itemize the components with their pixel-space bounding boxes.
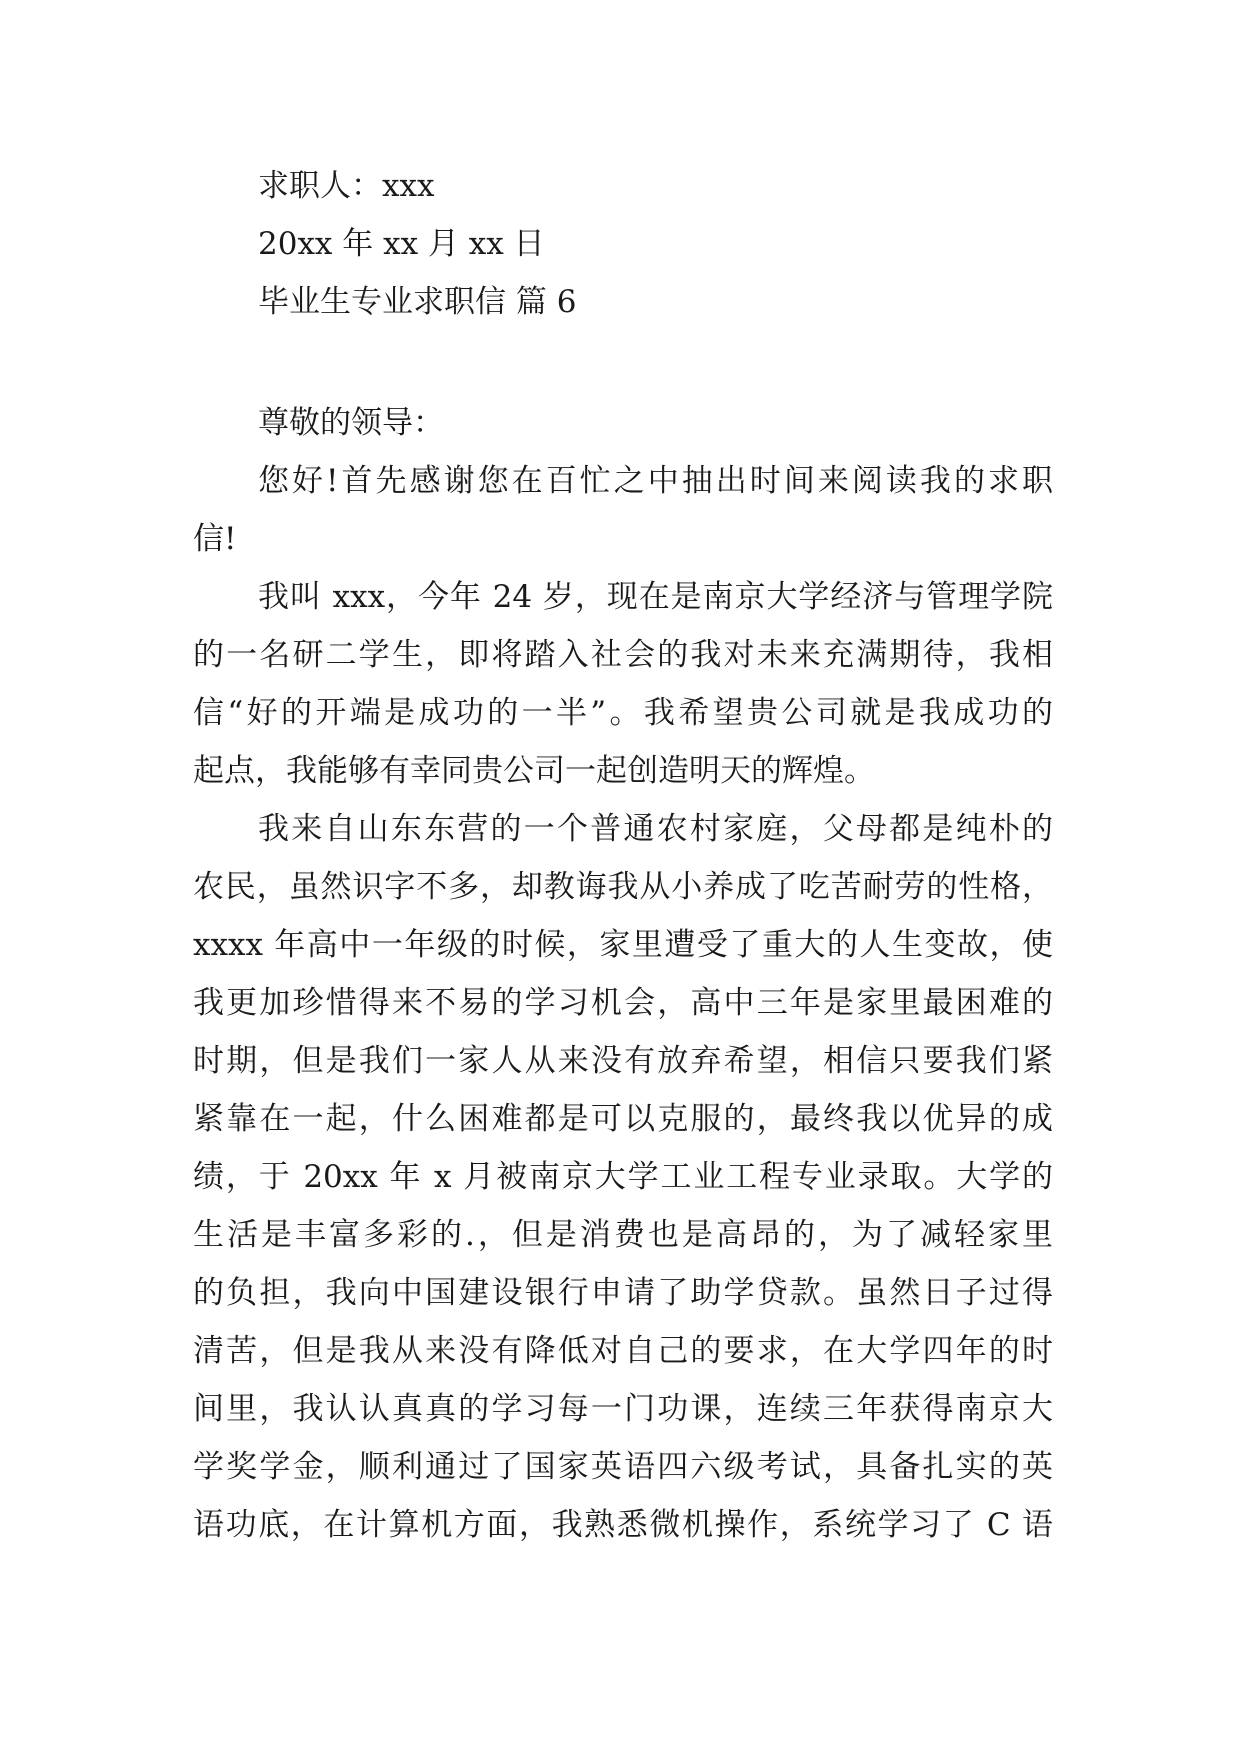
paragraph-line: 生活是丰富多彩的.，但是消费也是高昂的，为了减轻家里 (193, 1217, 1053, 1253)
paragraph-line: 紧靠在一起，什么困难都是可以克服的，最终我以优异的成 (193, 1101, 1053, 1137)
paragraph-line: 起点，我能够有幸同贵公司一起创造明天的辉煌。 (193, 753, 875, 789)
signature-label: 求职人：xxx (258, 168, 435, 204)
paragraph-line: 时期，但是我们一家人从来没有放弃希望，相信只要我们紧 (193, 1043, 1053, 1079)
paragraph-line: 我更加珍惜得来不易的学习机会，高中三年是家里最困难的 (193, 985, 1053, 1021)
letter-date: 20xx 年 xx 月 xx 日 (258, 226, 545, 262)
paragraph-line: 您好!首先感谢您在百忙之中抽出时间来阅读我的求职 (258, 463, 1053, 499)
paragraph-line: 我来自山东东营的一个普通农村家庭，父母都是纯朴的 (258, 811, 1053, 847)
paragraph-line: 农民，虽然识字不多，却教诲我从小养成了吃苦耐劳的性格， (193, 869, 1053, 905)
paragraph-line: xxxx 年高中一年级的时候，家里遭受了重大的人生变故，使 (193, 927, 1053, 963)
paragraph-line: 间里，我认认真真的学习每一门功课，连续三年获得南京大 (193, 1391, 1053, 1427)
paragraph-line: 的负担，我向中国建设银行申请了助学贷款。虽然日子过得 (193, 1275, 1053, 1311)
paragraph-line: 绩，于 20xx 年 x 月被南京大学工业工程专业录取。大学的 (193, 1159, 1053, 1195)
paragraph-line: 我叫 xxx，今年 24 岁，现在是南京大学经济与管理学院 (258, 579, 1053, 615)
paragraph-line: 的一名研二学生，即将踏入社会的我对未来充满期待，我相 (193, 637, 1053, 673)
paragraph-line: 信“好的开端是成功的一半”。我希望贵公司就是我成功的 (193, 695, 1053, 731)
section-title: 毕业生专业求职信 篇 6 (258, 284, 577, 320)
paragraph-line: 学奖学金，顺利通过了国家英语四六级考试，具备扎实的英 (193, 1449, 1053, 1485)
paragraph-line: 信! (193, 521, 237, 557)
paragraph-line: 清苦，但是我从来没有降低对自己的要求，在大学四年的时 (193, 1333, 1053, 1369)
paragraph-line: 语功底，在计算机方面，我熟悉微机操作，系统学习了 C 语 (193, 1507, 1053, 1543)
salutation: 尊敬的领导： (258, 405, 444, 441)
